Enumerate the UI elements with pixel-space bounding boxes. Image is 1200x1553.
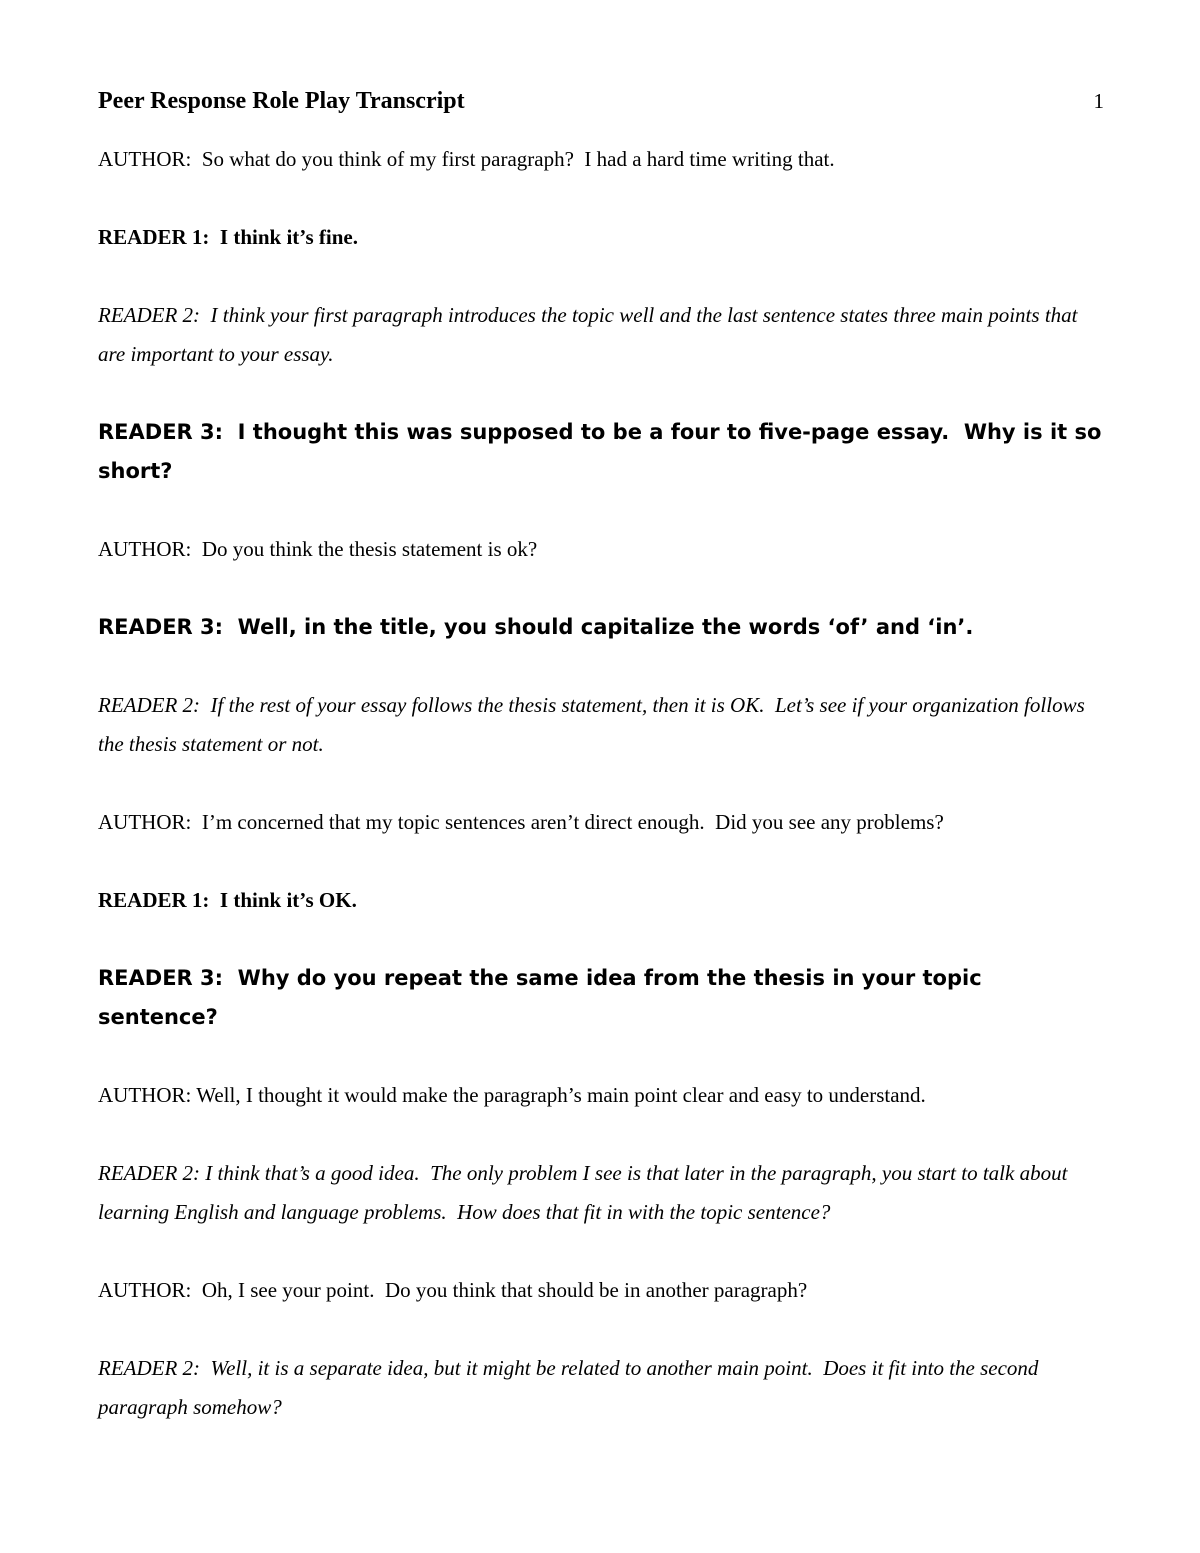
reader2-line: READER 2: I think that’s a good idea. The only problem I see is that later in the paragraph, you start to talk about learning English and language problems. How does that fit in with the topic sentence?	[98, 1161, 1073, 1224]
document-title: Peer Response Role Play Transcript	[98, 88, 465, 114]
page-header	[98, 84, 1104, 118]
reader3-line: READER 3: I thought this was supposed to be a four to five-page essay. Why is it so short?	[98, 420, 1109, 483]
reader2-line: READER 2: I think your first paragraph introduces the topic well and the last sentence states three main points that are important to your essay.	[98, 303, 1083, 366]
page-number: 1	[1093, 89, 1104, 113]
author-line: AUTHOR: Well, I thought it would make the paragraph’s main point clear and easy to understand.	[98, 1083, 926, 1107]
reader1-line: READER 1: I think it’s fine.	[98, 225, 358, 249]
transcript	[98, 140, 1108, 1466]
author-line: AUTHOR: So what do you think of my first paragraph? I had a hard time writing that.	[98, 147, 835, 171]
reader3-line: READER 3: Why do you repeat the same idea from the thesis in your topic sentence?	[98, 966, 989, 1029]
reader1-line: READER 1: I think it’s OK.	[98, 888, 357, 912]
reader2-line: READER 2: Well, it is a separate idea, but it might be related to another main point. Does it fit into the second paragraph somehow?	[98, 1356, 1044, 1419]
author-line: AUTHOR: Do you think the thesis statement is ok?	[98, 537, 538, 561]
author-line: AUTHOR: Oh, I see your point. Do you think that should be in another paragraph?	[98, 1278, 808, 1302]
author-line: AUTHOR: I’m concerned that my topic sentences aren’t direct enough. Did you see any problems?	[98, 810, 944, 834]
reader2-line: READER 2: If the rest of your essay follows the thesis statement, then it is OK. Let’s see if your organization follows the thesis statement or not.	[98, 693, 1090, 756]
reader3-line: READER 3: Well, in the title, you should capitalize the words ‘of’ and ‘in’.	[98, 615, 974, 639]
